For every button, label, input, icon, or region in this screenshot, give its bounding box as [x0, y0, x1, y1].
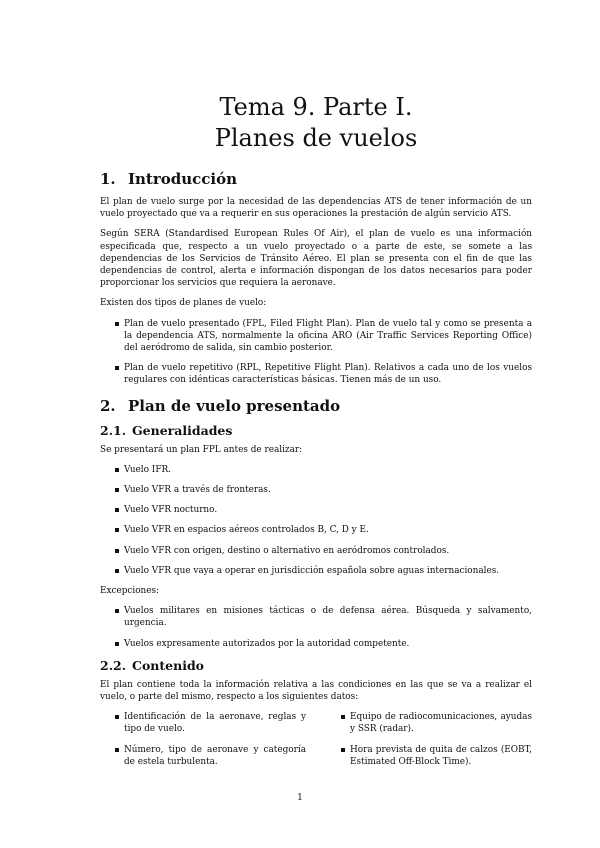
list-item-text: Vuelo IFR. — [124, 464, 171, 475]
two-column-list — [100, 711, 532, 781]
page-number: 1 — [297, 793, 303, 803]
list-item — [100, 464, 532, 476]
subsection-heading-contenido — [100, 658, 532, 674]
bullet-list — [100, 605, 532, 650]
list-item-text: Número, tipo de aeronave y categoría de estela turbulenta. — [124, 744, 306, 767]
document-title — [100, 92, 532, 154]
subsection-title: Generalidades — [132, 422, 233, 438]
bullet-icon — [115, 715, 119, 719]
list-item — [100, 524, 532, 536]
title-line-2: Planes de vuelos — [214, 124, 418, 152]
bullet-icon — [341, 715, 345, 719]
bullet-icon — [115, 528, 119, 532]
subsection-title: Contenido — [132, 657, 205, 673]
paragraph: Se presentará un plan FPL antes de realizar: — [100, 444, 303, 455]
bullet-icon — [341, 748, 345, 752]
list-item-text: Vuelo VFR nocturno. — [124, 505, 218, 516]
paragraph: El plan contiene toda la información relativa a las condiciones en las que se va a realizar el vuelo, o parte del mismo, respecto a los siguientes datos: — [100, 679, 532, 703]
bullet-icon — [115, 508, 119, 512]
list-item — [100, 318, 532, 355]
list-item-text: Vuelos militares en misiones tácticas o de defensa aérea. Búsqueda y salvamento, urgencia. — [124, 606, 532, 629]
bullet-icon — [115, 609, 119, 613]
bullet-list — [100, 464, 532, 577]
list-item-text: Vuelos expresamente autorizados por la autoridad competente. — [124, 638, 410, 649]
bullet-icon — [115, 366, 119, 370]
paragraph: Existen dos tipos de planes de vuelo: — [100, 298, 267, 309]
paragraph: Según SERA (Standardised European Rules Of Air), el plan de vuelo es una información especificada que, respecto a un vuelo proyectado o a parte de este, se somete a las dependencias de los Servicios de Tránsito Aéreo. El plan se presenta con el fin de que las dependencias de control, alerta e información dispongan de los datos necesarios para poder proporcionar los servicios que requiera la aeronave. — [100, 229, 532, 289]
bullet-list-right — [326, 711, 532, 776]
list-item — [100, 744, 306, 768]
list-item-text: Hora prevista de quita de calzos (EOBT, Estimated Off-Block Time). — [350, 744, 532, 767]
section-number: 2. — [100, 396, 116, 415]
list-item — [100, 484, 532, 496]
list-item-text: Vuelo VFR que vaya a operar en jurisdicción española sobre aguas internacionales. — [124, 565, 500, 576]
list-item — [100, 711, 306, 735]
bullet-icon — [115, 549, 119, 553]
list-item — [326, 711, 532, 735]
bullet-icon — [115, 642, 119, 646]
list-item-text: Vuelo VFR con origen, destino o alternativo en aeródromos controlados. — [124, 545, 450, 556]
bullet-icon — [115, 322, 119, 326]
list-item-text: Identificación de la aeronave, reglas y tipo de vuelo. — [124, 712, 306, 735]
list-item — [100, 638, 532, 650]
subsection-number: 2.1. — [100, 422, 127, 438]
list-item-text: Plan de vuelo presentado (FPL, Filed Flight Plan). Plan de vuelo tal y como se presenta a la dependencia ATS, normalmente la oficina ARO (Air Traffic Services Reporting Office) del aeródromo de salida, sin cambio posterior. — [124, 318, 532, 354]
subsection-number: 2.2. — [100, 657, 127, 673]
subsection-heading-generalidades — [100, 423, 532, 439]
bullet-icon — [115, 748, 119, 752]
section-number: 1. — [100, 170, 116, 188]
section-title: Plan de vuelo presentado — [128, 396, 341, 415]
list-item — [100, 504, 532, 516]
list-item — [326, 744, 532, 768]
list-item-text: Plan de vuelo repetitivo (RPL, Repetitive Flight Plan). Relativos a cada uno de los vuelos regulares con idénticas características básicas. Tienen más de un uso. — [124, 363, 532, 386]
bullet-list — [100, 318, 532, 387]
list-item — [100, 565, 532, 577]
paragraph: El plan de vuelo surge por la necesidad de las dependencias ATS de tener información de un vuelo proyectado que va a requerir en sus operaciones la prestación de algún servicio ATS. — [100, 197, 532, 220]
list-item — [100, 362, 532, 386]
section-heading-introduccion — [100, 170, 532, 188]
list-item-text: Vuelo VFR a través de fronteras. — [124, 485, 271, 496]
section-title: Introducción — [128, 170, 238, 188]
section-heading-plan-presentado — [100, 397, 532, 415]
list-item — [100, 605, 532, 629]
bullet-icon — [115, 468, 119, 472]
bullet-icon — [115, 488, 119, 492]
list-item-text: Equipo de radiocomunicaciones, ayudas y SSR (radar). — [350, 712, 532, 735]
bullet-icon — [115, 569, 119, 573]
paragraph: Excepciones: — [100, 586, 160, 597]
list-item-text: Vuelo VFR en espacios aéreos controlados B, C, D y E. — [124, 525, 369, 536]
list-item — [100, 545, 532, 557]
bullet-list-left — [100, 711, 306, 776]
title-line-1: Tema 9. Parte I. — [219, 93, 413, 121]
page-content — [100, 92, 532, 781]
